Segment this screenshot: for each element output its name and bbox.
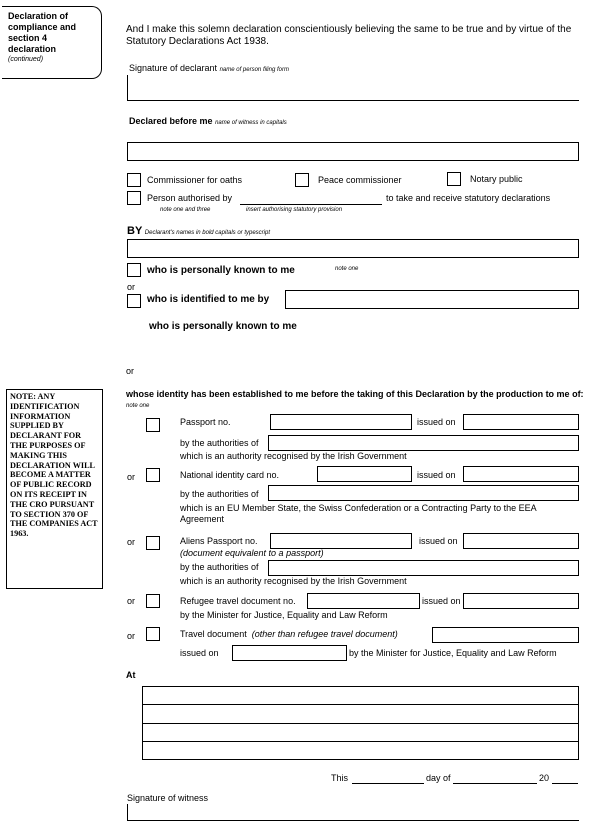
national-id-auth-text: which is an EU Member State, the Swiss Confederation or a Contracting Party to the EEA Agreement [180,503,537,524]
person-authorised-checkbox[interactable] [127,191,141,205]
declared-before-label: Declared before me name of witness in capitals [129,116,287,126]
known-label-2: who is personally known to me [149,321,297,332]
passport-auth-text: which is an authority recognised by the Irish Government [180,451,407,461]
or-label-2: or [126,366,135,376]
commissioner-checkbox[interactable] [127,173,141,187]
national-id-no-field[interactable] [317,466,412,482]
passport-label: Passport no. [180,417,231,427]
signature-declarant-label: Signature of declarant name of person filing form [129,63,289,73]
signature-witness-label: Signature of witness [127,793,209,803]
or-label: or [127,282,136,292]
aliens-issued-label: issued on [419,536,458,546]
aliens-no-field[interactable] [270,533,412,549]
travel-no-field[interactable] [432,627,579,643]
travel-by-min: by the Minister for Justice, Equality and Law Reform [349,648,557,658]
refugee-no-field[interactable] [307,593,420,609]
declarant-names-field[interactable] [127,239,579,258]
passport-issued-label: issued on [417,417,456,427]
insert-provision-hint: insert authorising statutory provision [246,207,343,213]
refugee-issued-field[interactable] [463,593,579,609]
national-id-issued-label: issued on [417,470,456,480]
national-id-authority-field[interactable] [268,485,579,501]
peace-commissioner-label: Peace commissioner [318,175,402,185]
commissioner-label: Commissioner for oaths [147,175,243,185]
authorising-provision-line[interactable] [240,204,382,205]
refugee-issued-label: issued on [422,596,461,606]
identity-text: whose identity has been established to me before the taking of this Declaration by the production to me of: note one [126,389,584,409]
notary-label: Notary public [470,174,523,184]
or-refugee: or [127,596,136,606]
section-title: Declaration of compliance and section 4 declaration [8,11,77,54]
aliens-checkbox[interactable] [146,536,160,550]
date-day-line[interactable] [352,783,424,784]
known-label: who is personally known to me [147,265,295,276]
travel-issued-field[interactable] [232,645,347,661]
passport-no-field[interactable] [270,414,412,430]
or-aliens: or [127,537,136,547]
date-year-label: 20 [539,773,550,783]
signature-witness-field[interactable] [127,804,579,821]
person-authorised-label: Person authorised by [147,193,233,203]
or-travel: or [127,631,136,641]
passport-authority-field[interactable] [268,435,579,451]
known-note: note one [335,266,359,272]
date-this-label: This [331,773,349,783]
refugee-label: Refugee travel document no. [180,596,296,606]
date-day-of-label: day of [426,773,451,783]
refugee-by-min: by the Minister for Justice, Equality and Law Reform [180,610,388,620]
aliens-label: Aliens Passport no. [180,536,258,546]
at-label: At [126,670,136,680]
passport-checkbox[interactable] [146,418,160,432]
witness-name-field[interactable] [127,142,579,161]
note-one-three: note one and three [160,207,211,213]
identified-label: who is identified to me by [147,294,270,305]
refugee-checkbox[interactable] [146,594,160,608]
aliens-auth-text: which is an authority recognised by the Irish Government [180,576,407,586]
travel-label: Travel document (other than refugee travel document) [180,629,398,639]
national-id-checkbox[interactable] [146,468,160,482]
public-record-note: NOTE: ANY IDENTIFICATION INFORMATION SUPPLIED BY DECLARANT FOR THE PURPOSES OF MAKING THIS DECLARATION WILL BECOME A MATTER OF PUBLIC RECORD ON ITS RECEIPT IN THE CRO PURSUANT TO SECTION 370 OF THE COMPANIES ACT 1963. [6,389,103,589]
at-address-field[interactable] [142,686,579,760]
known-checkbox[interactable] [127,263,141,277]
travel-checkbox[interactable] [146,627,160,641]
passport-issued-field[interactable] [463,414,579,430]
date-month-line[interactable] [453,783,537,784]
notary-checkbox[interactable] [447,172,461,186]
aliens-equivalent: (document equivalent to a passport) [180,548,324,558]
aliens-by-auth-label: by the authorities of [180,562,259,572]
section-continued: (continued) [8,56,44,63]
national-id-by-auth-label: by the authorities of [180,489,259,499]
national-id-issued-field[interactable] [463,466,579,482]
aliens-issued-field[interactable] [463,533,579,549]
by-label: BY Declarant's names in bold capitals or typescript [127,225,270,237]
travel-issued-label: issued on [180,648,219,658]
national-id-label: National identity card no. [180,470,280,480]
intro-text: And I make this solemn declaration conscientiously believing the same to be true and by virtue of the Statutory Declarations Act 1938. [126,24,572,47]
or-national-id: or [127,472,136,482]
signature-declarant-field[interactable] [127,75,579,101]
date-year-line[interactable] [552,783,578,784]
section-tab [2,6,102,79]
aliens-authority-field[interactable] [268,560,579,576]
identified-checkbox[interactable] [127,294,141,308]
identified-by-field[interactable] [285,290,579,309]
peace-commissioner-checkbox[interactable] [295,173,309,187]
passport-by-auth-label: by the authorities of [180,438,259,448]
to-take-label: to take and receive statutory declarations [386,193,551,203]
